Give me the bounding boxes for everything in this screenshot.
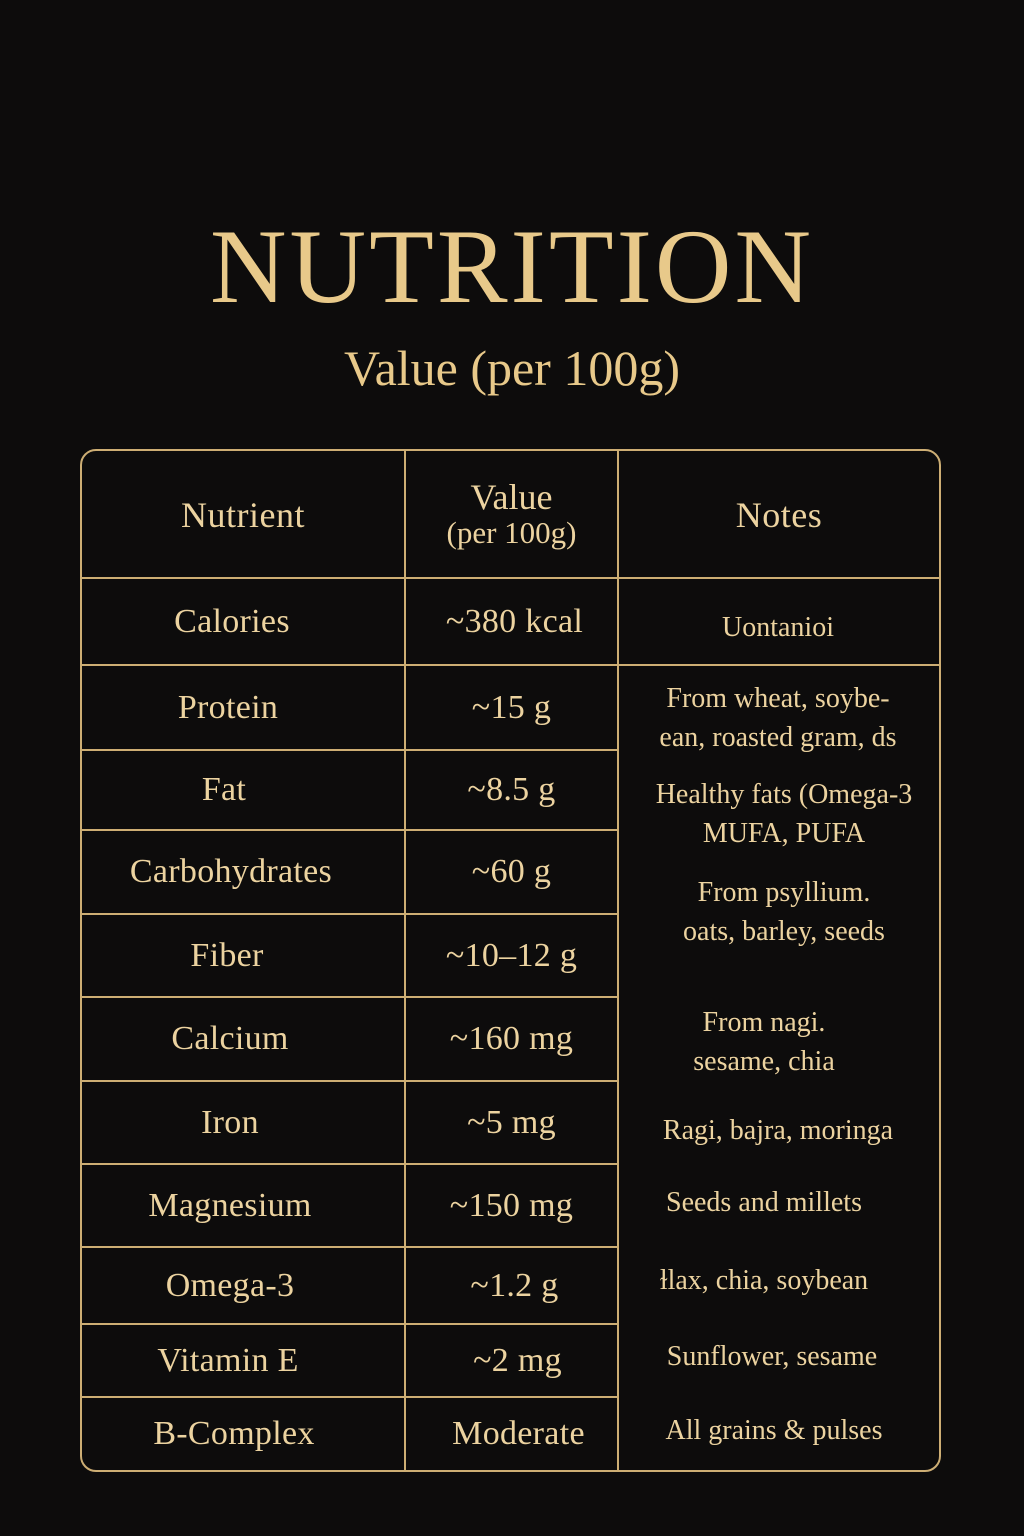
page-subtitle: Value (per 100g) [344,340,680,396]
page-title: NUTRITION [210,208,814,325]
header-value [406,451,617,578]
nutrient-cell: B-Complex [153,1415,315,1452]
header-nutrient: Nutrient [181,494,305,535]
nutrient-cell: Omega-3 [165,1266,295,1304]
note-cell: Uontanioi [722,611,834,643]
note-cell: Healthy fats (Omega-3 MUFA, PUFA [655,779,913,849]
nutrient-cell: Fiber [190,936,264,974]
value-cell: Moderate [452,1415,585,1452]
value-cell: ~380 kcal [445,602,584,640]
note-cell: Sunflower, sesame [666,1340,878,1372]
value-cell: ~150 mg [449,1186,574,1224]
value-cell: ~10–12 g [445,936,578,974]
value-cell: ~15 g [471,688,552,726]
note-cell: From wheat, soybe- ean, roasted gram, ds [659,683,897,753]
value-cell: ~2 mg [473,1341,562,1379]
nutrient-cell: Carbohydrates [129,853,333,890]
header-value-line1: Value [470,476,553,517]
note-cell: Ragi, bajra, moringa [662,1114,894,1146]
note-cell: Seeds and millets [666,1186,862,1218]
note-cell: ɫlax, chia, soybean [659,1264,869,1296]
nutrient-cell: Vitamin E [157,1341,299,1379]
nutrient-cell: Fat [201,771,247,808]
note-cell: From nagi. sesame, chia [693,1007,835,1077]
value-cell: ~160 mg [449,1020,574,1057]
nutrient-cell: Iron [201,1103,259,1141]
value-cell: ~5 mg [467,1103,556,1141]
value-cell: ~8.5 g [467,771,556,808]
note-cell: All grains & pulses [665,1414,883,1446]
nutrient-cell: Magnesium [148,1186,312,1224]
nutrient-cell: Calories [174,602,290,640]
header-notes: Notes [735,494,823,535]
note-cell: From psyllium. oats, barley, seeds [683,877,885,947]
nutrient-cell: Protein [177,688,279,726]
nutrient-cell: Calcium [171,1020,289,1057]
header-value-line2: (per 100g) [446,514,577,550]
value-cell: ~1.2 g [470,1266,559,1304]
value-cell: ~60 g [471,853,552,890]
